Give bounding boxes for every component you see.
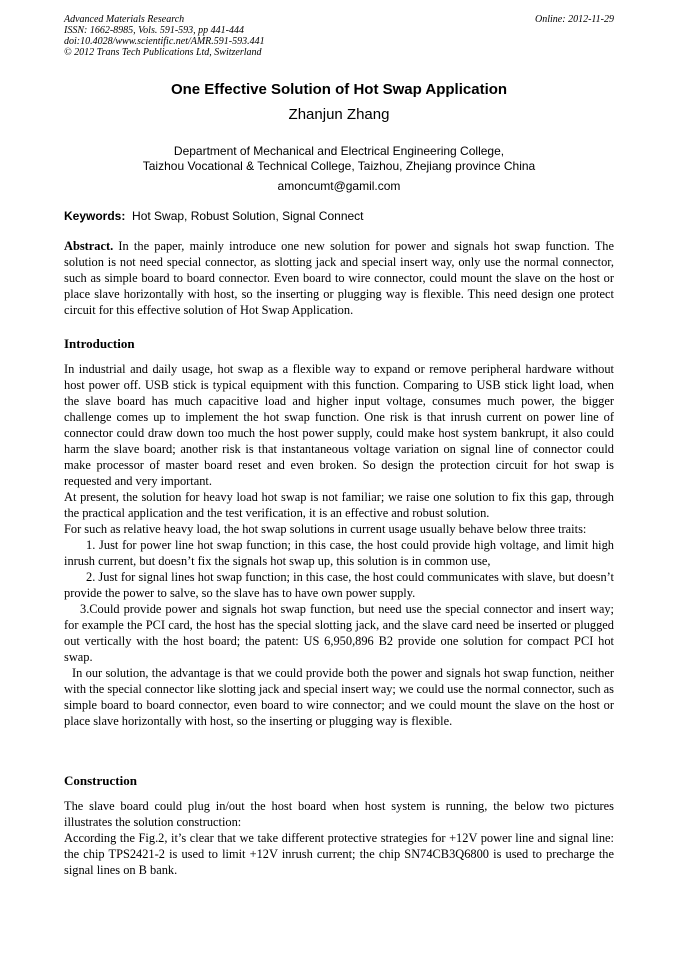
affiliation-line-2: Taizhou Vocational & Technical College, Taizhou, Zhejiang province China	[142, 159, 536, 173]
introduction-body	[64, 361, 614, 729]
doi-line: doi:10.4028/www.scientific.net/AMR.591-593.441	[64, 36, 265, 47]
affiliation-line-1: Department of Mechanical and Electrical Engineering College,	[173, 144, 505, 158]
intro-paragraph-2: At present, the solution for heavy load hot swap is not familiar; we raise one solution to fix this gap, through the practical application and the test verification, it is an effective and robust solution.	[64, 490, 614, 520]
construction-body	[64, 798, 614, 878]
abstract	[64, 238, 614, 318]
affiliation	[64, 144, 614, 174]
author-name: Zhanjun Zhang	[288, 106, 390, 123]
online-date: Online: 2012-11-29	[535, 14, 614, 25]
construction-paragraph-2: According the Fig.2, it’s clear that we take different protective strategies for +12V power line and signal line: the chip TPS2421-2 is used to limit +12V inrush current; the chip SN74CB3Q6800 is used to precharge the signal lines on B bank.	[64, 831, 614, 877]
intro-paragraph-1: In industrial and daily usage, hot swap as a flexible way to expand or remove peripheral hardware without host power off. USB stick is typical equipment with this function. Comparing to USB stick light load, when the slave board has much capacitive load and higher input voltage, consumes much power, the bigger challenge comes up to implement the hot swap function. One risk is that inrush current on power line of connector could draw down too much the host power supply, could make host system bankrupt, it also could harm the slave board; another risk is that instantaneous voltage variation on signal line of connector could make processor of master board reset and even broken. So design the protection circuit for hot swap is requested and very important.	[64, 362, 614, 488]
keywords-text: Hot Swap, Robust Solution, Signal Connect	[132, 209, 364, 223]
intro-paragraph-4: In our solution, the advantage is that we could provide both the power and signals hot swap function, neither with the special connector like slotting jack and special insert way; we could use the normal connector, such as simple board to board connector, even board to wire connector; and we could mount the slave on the host or place slave horizontally with host, so the inserting or plugging way is flexible.	[64, 666, 614, 728]
issn-line: ISSN: 1662-8985, Vols. 591-593, pp 441-444	[64, 25, 244, 36]
keywords	[64, 209, 614, 223]
journal-header	[64, 14, 265, 58]
construction-paragraph-1: The slave board could plug in/out the host board when host system is running, the below two pictures illustrates the solution construction:	[64, 799, 614, 829]
keywords-label: Keywords:	[64, 209, 126, 223]
introduction-heading: Introduction	[64, 336, 135, 351]
paper-title: One Effective Solution of Hot Swap Application	[170, 81, 508, 98]
intro-paragraph-3: For such as relative heavy load, the hot swap solutions in current usage usually behave below three traits:	[64, 522, 587, 536]
copyright-line: © 2012 Trans Tech Publications Ltd, Switzerland	[64, 47, 262, 58]
intro-item-3: 3.Could provide power and signals hot swap function, but need use the special connector and insert way; for example the PCI card, the host has the special slotting jack, and the slave card need be inserted or plugged out vertically with the host board; the patent: US 6,950,896 B2 provide one solution for compact PCI hot swap.	[64, 602, 614, 664]
author-email: amoncumt@gamil.com	[277, 179, 401, 193]
construction-heading: Construction	[64, 773, 137, 788]
intro-item-2: 2. Just for signal lines hot swap function; in this case, the host could communicates with slave, but doesn’t provide the power to salve, so the slave has to have own power supply.	[64, 570, 614, 600]
journal-name: Advanced Materials Research	[64, 14, 185, 25]
abstract-text: In the paper, mainly introduce one new solution for power and signals hot swap function. The solution is not need special connector, as slotting jack and special insert way, only use the normal connector, such as simple board to board connector. Even board to wire connector, could mount the slave on the host or place slave horizontally with host, so the inserting or plugging way is flexible. This need design one protect circuit for this effective solution of Hot Swap Application.	[64, 239, 614, 317]
intro-item-1: 1. Just for power line hot swap function; in this case, the host could provide high voltage, and limit high inrush current, but doesn’t fix the signals hot swap up, this solution is in common use,	[64, 538, 614, 568]
abstract-label: Abstract.	[64, 239, 114, 253]
